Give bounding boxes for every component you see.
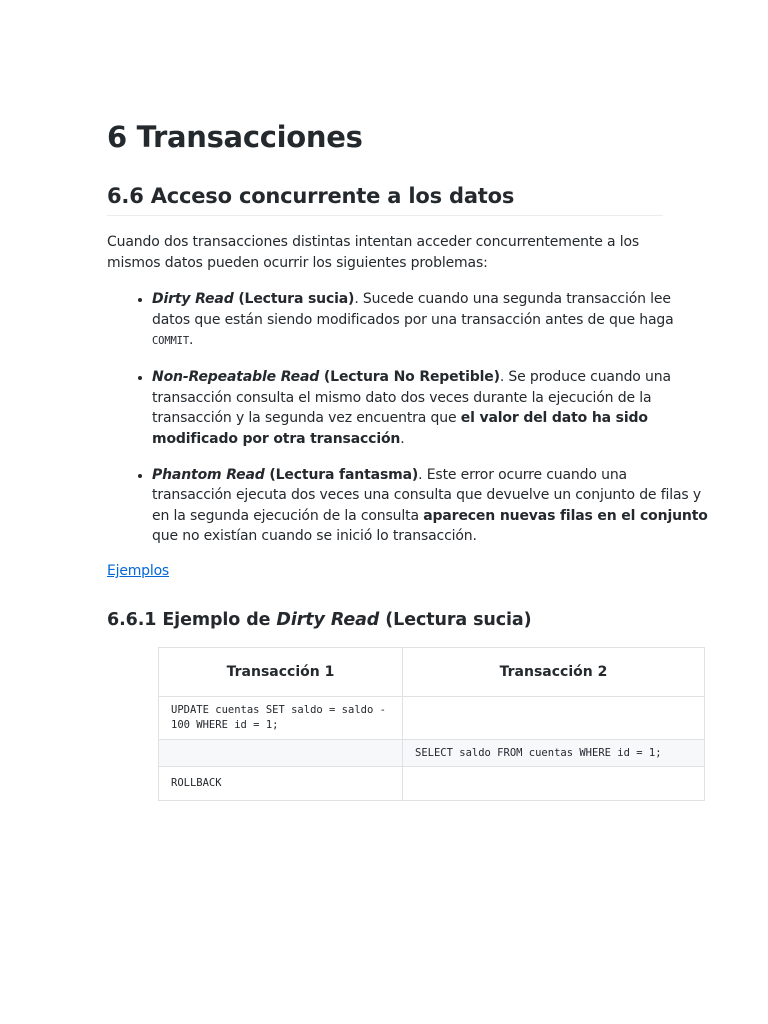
table-header-cell: Transacción 2 — [403, 648, 705, 697]
section-intro: Cuando dos transacciones distintas intentan acceder concurrentemente a los mismos datos pueden ocurrir los siguientes problemas: — [107, 234, 640, 271]
list-item-translation: (Lectura No Repetible) — [323, 369, 500, 385]
subsection-title-suffix: (Lectura sucia) — [379, 610, 532, 630]
list-item-text: . Sucede cuando una segunda transacción lee datos que están siendo modificados por una transacción antes de que haga — [152, 291, 674, 328]
list-item-term: Non-Repeatable Read — [152, 369, 320, 385]
list-item-term: Dirty Read — [152, 291, 234, 307]
list-item — [152, 289, 708, 352]
table-cell: UPDATE cuentas SET saldo = saldo - 100 WHERE id = 1; — [159, 697, 403, 740]
list-item-text: . Este error ocurre cuando una transacción ejecuta dos veces una consulta que devuelve un conjunto de filas y en la segunda ejecución de la consulta — [152, 466, 701, 524]
section-title: 6.6 Acceso concurrente a los datos — [107, 181, 663, 216]
table-cell: ROLLBACK — [159, 767, 403, 801]
list-item-translation: (Lectura fantasma) — [269, 466, 419, 483]
page-title: 6 Transacciones — [107, 120, 363, 154]
table-row — [159, 767, 705, 801]
problems-list — [107, 289, 708, 562]
subsection-title-prefix: 6.6.1 Ejemplo de — [107, 610, 277, 630]
table-row — [159, 697, 705, 740]
table-cell — [159, 740, 403, 767]
examples-link[interactable]: Ejemplos — [107, 563, 170, 579]
list-item-text: . Se produce cuando una transacción consulta el mismo dato dos veces durante la ejecución de la transacción y la segunda vez encuentra que — [152, 369, 671, 426]
example-table — [158, 647, 705, 801]
list-item-text-end: que no existían cuando se inició lo transacción. — [152, 528, 477, 544]
table-header-cell: Transacción 1 — [159, 648, 403, 697]
list-item — [152, 367, 708, 449]
subsection-title-term: Dirty Read — [276, 610, 380, 630]
inline-code: COMMIT — [152, 335, 190, 347]
list-item-text-end: . — [400, 430, 405, 447]
table-cell — [403, 697, 705, 740]
table-cell: SELECT saldo FROM cuentas WHERE id = 1; — [403, 740, 705, 767]
table-cell — [403, 767, 705, 801]
list-item-translation: (Lectura sucia) — [238, 291, 355, 307]
subsection-title — [107, 606, 532, 634]
list-item-text-end: . — [189, 332, 194, 348]
list-item-term: Phantom Read — [152, 466, 265, 483]
list-item-emphasis: aparecen nuevas filas en el conjunto — [423, 507, 708, 524]
list-item-emphasis: el valor del dato ha sido modificado por otra transacción — [152, 410, 648, 447]
table-header-row — [159, 648, 705, 697]
table-row — [159, 740, 705, 767]
list-item — [152, 465, 708, 547]
